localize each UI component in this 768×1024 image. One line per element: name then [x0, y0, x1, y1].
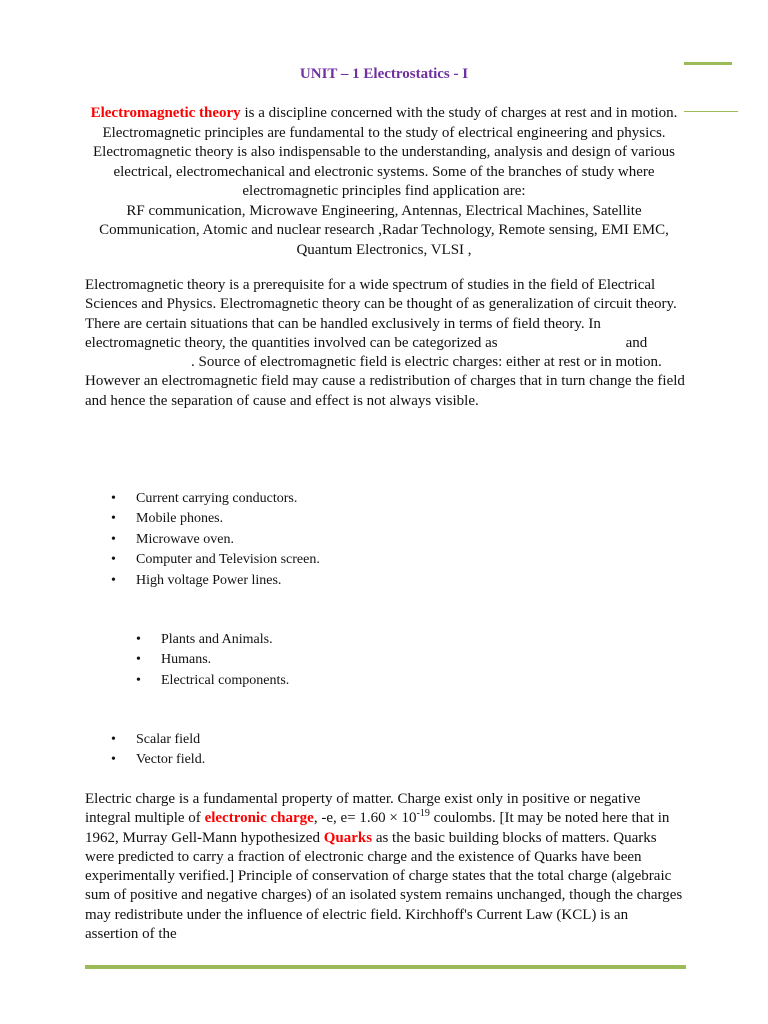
list-item: • Computer and Television screen.: [111, 550, 511, 570]
intro-text-block: [82, 104, 686, 202]
paragraph-prerequisite: [85, 276, 685, 411]
list-item: • Humans.: [136, 650, 536, 670]
header-rule-thin: [684, 111, 738, 112]
paragraph2-text-a: Electromagnetic theory is a prerequisite for a wide spectrum of studies in the field of Electrical Sciences and Physics. Electromagnetic theory can be thought of as generalization of circuit theory. There are certain situations that can be handled exclusively in terms of field theory. In electromagnetic theory, the quantities involved can be categorized as: [85, 277, 677, 351]
paragraph2-text-c: . Source of electromagnetic field is electric charges: either at rest or in motion. However an electromagnetic field may cause a redistribution of charges that in turn change the field and hence the separation of cause and effect is not always visible.: [85, 354, 685, 409]
paragraph3-text-b: , -e, e= 1.60 × 10: [313, 810, 417, 827]
page-title: UNIT – 1 Electrostatics - I: [299, 66, 469, 82]
list-field-types: [111, 730, 511, 771]
list-item: • Scalar field: [111, 730, 511, 750]
list-item: • Plants and Animals.: [136, 630, 536, 650]
footer-rule: [85, 965, 686, 969]
list-affected: [136, 630, 536, 691]
paragraph2-text-b: and: [625, 334, 648, 351]
list-item: • Current carrying conductors.: [111, 489, 511, 509]
intro-text-1: is a discipline concerned with the study of charges at rest and in motion. Electromagnetic principles are fundamental to the study of electrical engineering and physics. Electromagnetic theory is also indispensable to the understanding, analysis and design of various electrical, electromechanical and electronic systems. Some of the branches of study where electromagnetic principles find application are:: [93, 105, 678, 199]
intro-applications: RF communication, Microwave Engineering, Antennas, Electrical Machines, Satellite Communication, Atomic and nuclear research ,Radar Technology, Remote sensing, EMI EMC, Quantum Electronics, VLSI ,: [99, 202, 669, 258]
list-item: • Mobile phones.: [111, 509, 511, 529]
paragraph-electric-charge: [85, 790, 685, 944]
term-electromagnetic-theory: Electromagnetic theory: [90, 105, 241, 121]
term-electronic-charge: electronic charge: [204, 810, 314, 827]
paragraph3-text-c: coulombs. [It may be noted here that in 1962, Murray Gell-Mann hypothesized: [85, 810, 670, 846]
list-em-sources: [111, 489, 511, 591]
paragraph3-text-d: as the basic building blocks of matters. Quarks were predicted to carry a fraction of electronic charge and the existence of Quarks have been experimentally verified.] Principle of conservation of charge states that the total charge (algebraic sum of positive and negative charges) of an isolated system remains unchanged, though the charges may redistribute under the influence of electric field. Kirchhoff's Current Law (KCL) is an assertion of the: [85, 829, 683, 943]
term-quarks: Quarks: [323, 829, 373, 846]
exponent: -19: [416, 808, 430, 820]
list-item: • Microwave oven.: [111, 530, 511, 550]
list-item: • Vector field.: [111, 750, 511, 770]
paragraph3-text-a: Electric charge is a fundamental property of matter. Charge exist only in positive or negative integral multiple of: [85, 791, 641, 827]
intro-paragraph: [82, 104, 686, 260]
list-item: • High voltage Power lines.: [111, 571, 511, 591]
list-item: • Electrical components.: [136, 671, 536, 691]
